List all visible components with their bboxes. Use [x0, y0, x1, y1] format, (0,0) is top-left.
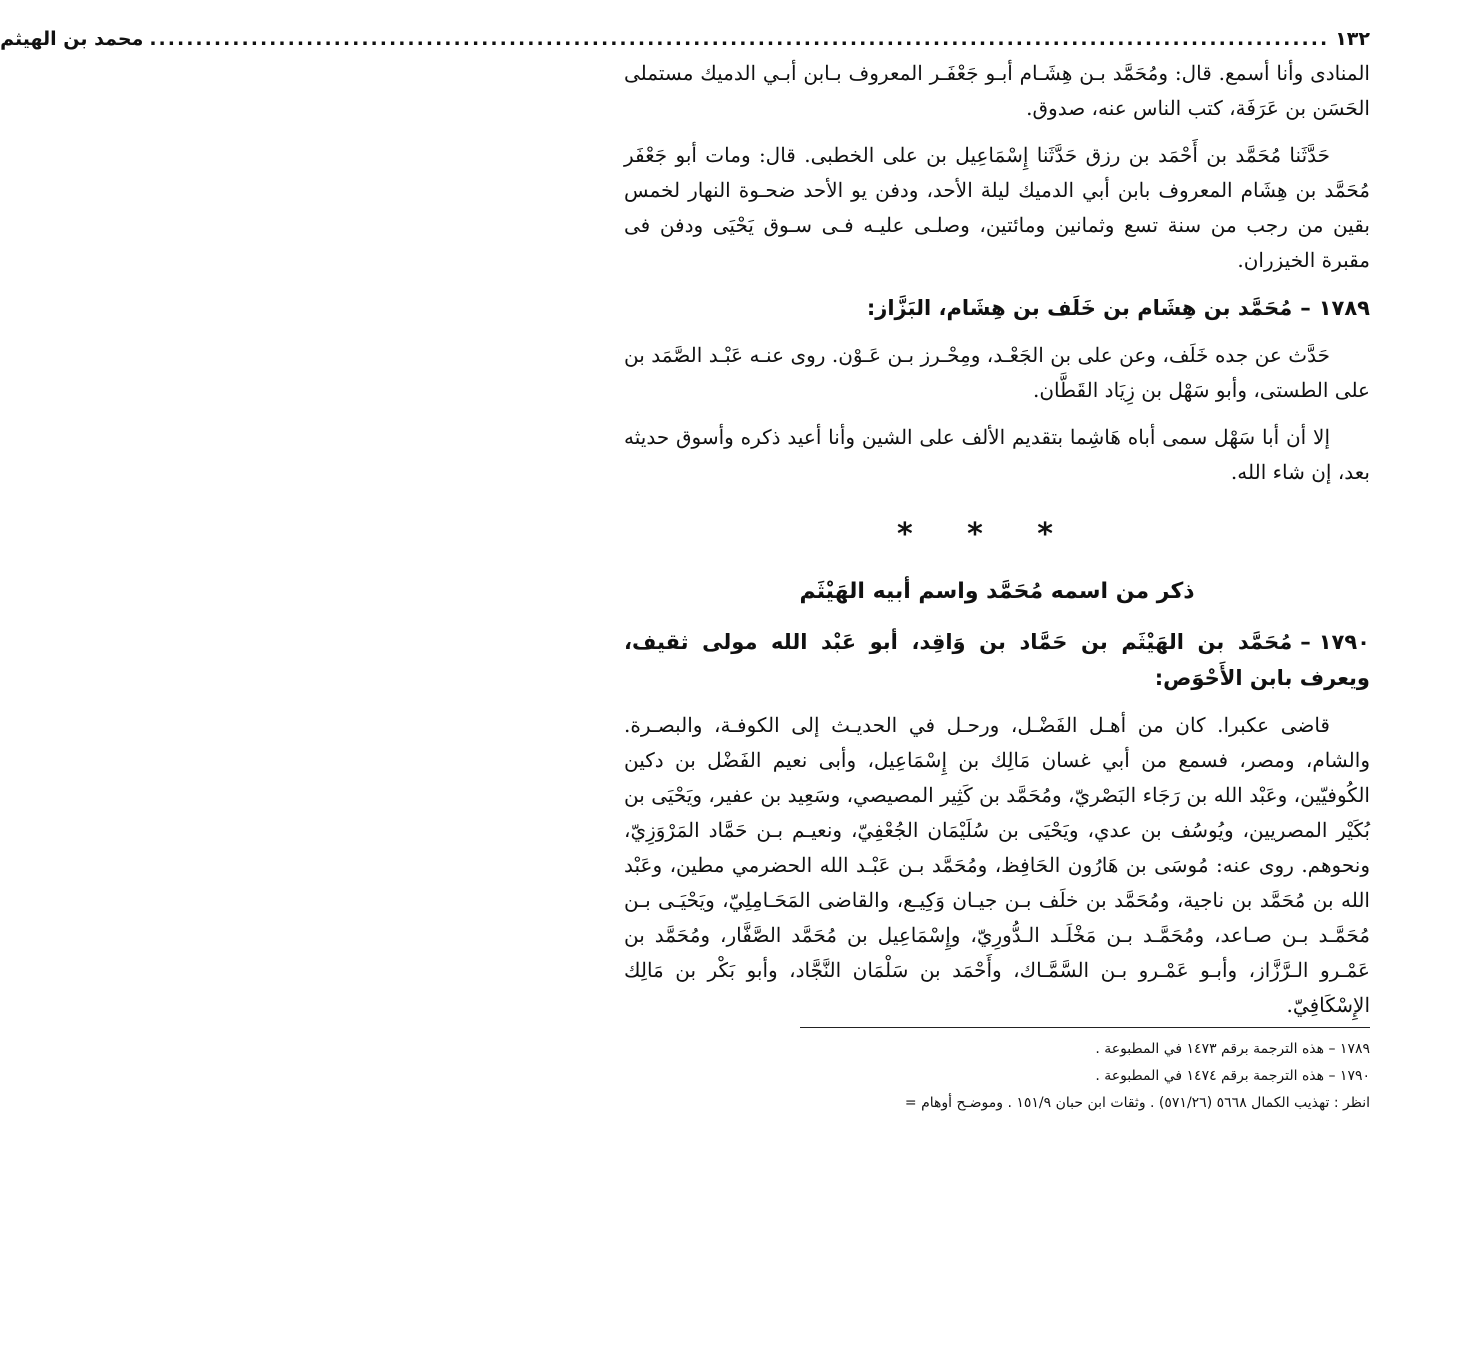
- footnote-1790: ١٧٩٠ – هذه الترجمة برقم ١٤٧٤ في المطبوعة .: [1095, 1068, 1370, 1084]
- header-leader-dots: ................................................................................................................................: [149, 28, 1330, 50]
- intro-paragraph-2: حَدَّثَنا مُحَمَّد بن أَحْمَد بن رزق حَدَّثَنا إِسْمَاعِيل بن على الخطبى. قال: ومات أبو جَعْفَر مُحَمَّد بن هِشَام المعروف بابن أبي الدميك ليلة الأحد، ودفن يو الأحد ضحـوة النهار لخمس بقين من رجب من سنة تسع وثمانين ومائتين، وصلـى عليـه فـى سـوق يَحْيَى ودفن فى مقبرة الخيزران.: [624, 143, 1370, 272]
- entry-1789-heading: [624, 290, 1370, 326]
- spacer: [624, 126, 1370, 138]
- spacer: [624, 278, 1370, 290]
- spacer: [624, 490, 1370, 510]
- footnote-references: انظر : تهذيب الكمال ٥٦٦٨ (٥٧١/٢٦) . وثقات ابن حبان ١٥١/٩ . وموضـح أوهام =: [904, 1095, 1370, 1111]
- entry-1790-dash: –: [1300, 630, 1311, 654]
- section-title: ذكر من اسمه مُحَمَّد واسم أبيه الهَيْثَم: [799, 579, 1195, 604]
- spacer: [624, 696, 1370, 708]
- spacer: [624, 612, 1370, 624]
- entry-1790-number: ١٧٩٠: [1318, 630, 1370, 654]
- footnote-1789: ١٧٨٩ – هذه الترجمة برقم ١٤٧٣ في المطبوعة .: [1095, 1041, 1370, 1057]
- spacer: [624, 560, 1370, 572]
- entry-1789-number: ١٧٨٩: [1318, 296, 1370, 320]
- entry-1790-paragraph: قاضى عكبرا. كان من أهـل الفَضْـل، ورحـل في الحديـث إلى الكوفـة، والبصـرة. والشام، ومصر، فسمع من أبي غسان مَالِك بن إِسْمَاعِيل، وأبى نعيم الفَضْل بن دكين الكُوفيّين، وعَبْد الله بن رَجَاء البَصْريّ، ومُحَمَّد بن كَثِير المصيصي، وسَعِيد بن عفير، ويَحْيَى بن بُكَيْر المصريين، ويُوسُف بن عدي، ويَحْيَى بن سُلَيْمَان الجُعْفِيّ، ونعيـم بـن حَمَّاد المَرْوَزِيّ، ونحوهم. روى عنه: مُوسَى بن هَارُون الحَافِظ، ومُحَمَّد بـن عَبْـد الله الحضرمي مطين، وعَبْد الله بن مُحَمَّد بن ناجية، ومُحَمَّد بن خلَف بـن جيـان وَكِيـع، والقاضى المَحَـامِلِيّ، ويَحْيَـى بـن مُحَمَّـد بـن صـاعد، ومُحَمَّـد بـن مَخْلَـد الـدُّورِيّ، وإِسْمَاعِيل بن مُحَمَّد الصَّفَّار، ومُحَمَّد بن عَمْـرو الـرَّزَّاز، وأبـو عَمْـرو بـن السَّمَّـاك، وأَحْمَد بن سَلْمَان النَّجَّاد، وأبو بَكْر بن مَالِك الإِسْكَافِيّ.: [624, 713, 1370, 1017]
- footnote-divider: [800, 1027, 1370, 1028]
- section-separator-stars: * * *: [897, 517, 1075, 552]
- entry-1790-name: مُحَمَّد بن الهَيْثَم بن حَمَّاد بن وَاقِد، أبو عَبْد الله مولى ثقيف، ويعرف بابن الأَحْوَص:: [624, 630, 1370, 690]
- entry-1789-paragraph-1: حَدَّث عن جده خَلَف، وعن على بن الجَعْـد، ومِحْـرز بـن عَـوْن. روى عنـه عَبْـد الصَّمَد بن على الطستى، وأبو سَهْل بن زِيَاد القَطَّان.: [624, 343, 1370, 402]
- running-header-title: محمد بن الهيثم: [0, 28, 144, 50]
- entry-1789-dash: –: [1300, 296, 1311, 320]
- intro-paragraph-1: المنادى وأنا أسمع. قال: ومُحَمَّد بـن هِشَـام أبـو جَعْفَـر المعروف بـابن أبـي الدميك مستملى الحَسَن بن عَرَفَة، كتب الناس عنه، صدوق.: [624, 61, 1370, 120]
- spacer: [624, 408, 1370, 420]
- page-number: ١٣٢: [1335, 28, 1370, 50]
- document-page: [0, 22, 1370, 1117]
- entry-1789-paragraph-2: إلا أن أبا سَهْل سمى أباه هَاشِما بتقديم الألف على الشين وأنا أعيد ذكره وأسوق حديثه بعد، إن شاء الله.: [624, 425, 1370, 484]
- spacer: [624, 326, 1370, 338]
- running-header: [0, 22, 1370, 56]
- entry-1790-heading: [624, 624, 1370, 696]
- entry-1789-name: مُحَمَّد بن هِشَام بن خَلَف بن هِشَام، البَزَّاز:: [866, 296, 1293, 320]
